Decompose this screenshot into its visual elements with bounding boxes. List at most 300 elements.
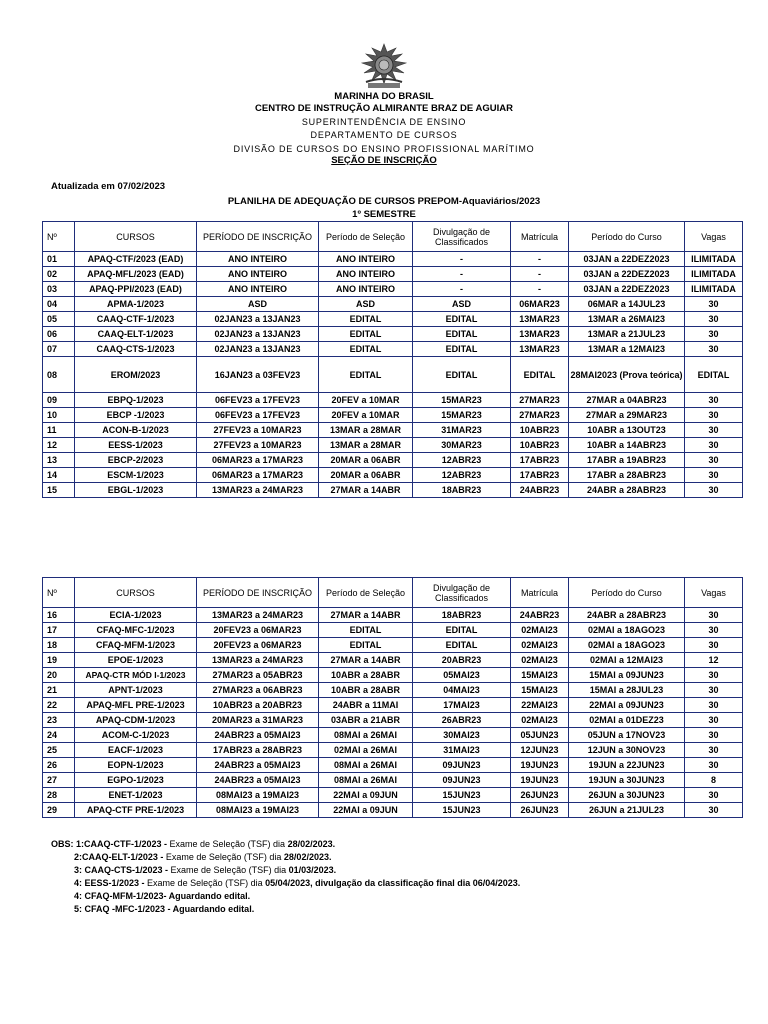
table-cell: 11 [43, 423, 75, 438]
table-cell: 30 [685, 683, 743, 698]
table-cell: - [511, 282, 569, 297]
column-header: Período do Curso [569, 222, 685, 252]
table-cell: 02MAI23 [511, 638, 569, 653]
table-cell: ANO INTEIRO [197, 252, 319, 267]
column-header: Vagas [685, 222, 743, 252]
table-cell: 24ABR23 [511, 608, 569, 623]
table-cell: 12ABR23 [413, 453, 511, 468]
table-cell: 05 [43, 312, 75, 327]
table-cell: 19JUN23 [511, 773, 569, 788]
column-header: CURSOS [75, 222, 197, 252]
table-cell: ANO INTEIRO [319, 282, 413, 297]
header-line-5: DIVISÃO DE CURSOS DO ENSINO PROFISSIONAL MARÍTIMO [233, 144, 535, 154]
table-cell: - [413, 282, 511, 297]
table-cell: EDITAL [413, 327, 511, 342]
table-cell: 10ABR a 28ABR [319, 668, 413, 683]
table-cell: 15JUN23 [413, 803, 511, 818]
table-row [43, 342, 743, 357]
table-cell: 30 [685, 393, 743, 408]
table-cell: 03JAN a 22DEZ2023 [569, 267, 685, 282]
table-cell: 15MAI a 09JUN23 [569, 668, 685, 683]
table-cell: 27FEV23 a 10MAR23 [197, 423, 319, 438]
column-header: Divulgação de Classificados [413, 222, 511, 252]
table-row [43, 393, 743, 408]
obs-date: 28/02/2023. [287, 839, 336, 849]
table-cell: 30 [685, 297, 743, 312]
table-cell: 20FEV23 a 06MAR23 [197, 623, 319, 638]
table-cell: 24ABR a 28ABR23 [569, 608, 685, 623]
table-cell: 16JAN23 a 03FEV23 [197, 357, 319, 393]
table-cell: ANO INTEIRO [197, 267, 319, 282]
table-cell: EDITAL [511, 357, 569, 393]
table-cell: ESCM-1/2023 [75, 468, 197, 483]
table-cell: EBPQ-1/2023 [75, 393, 197, 408]
table-row [43, 728, 743, 743]
table-cell: 09JUN23 [413, 773, 511, 788]
table-cell: CAAQ-ELT-1/2023 [75, 327, 197, 342]
table-cell: 30 [685, 623, 743, 638]
table-cell: 13MAR a 28MAR [319, 438, 413, 453]
table-row [43, 483, 743, 498]
table-cell: 13 [43, 453, 75, 468]
table-cell: 08MAI a 26MAI [319, 728, 413, 743]
table-header-row [43, 578, 743, 608]
column-header: Divulgação de Classificados [413, 578, 511, 608]
table-cell: EBGL-1/2023 [75, 483, 197, 498]
table-cell: 30 [685, 758, 743, 773]
table-row [43, 788, 743, 803]
table-cell: CAAQ-CTS-1/2023 [75, 342, 197, 357]
table-cell: 02MAI a 01DEZ23 [569, 713, 685, 728]
table-cell: 15JUN23 [413, 788, 511, 803]
table-cell: 26 [43, 758, 75, 773]
table-cell: 15MAR23 [413, 393, 511, 408]
table-cell: 25 [43, 743, 75, 758]
obs-text: Exame de Seleção (TSF) dia [168, 865, 289, 875]
table-cell: ASD [319, 297, 413, 312]
table-cell: 18ABR23 [413, 608, 511, 623]
table-cell: 13MAR23 [511, 342, 569, 357]
table-cell: 17MAI23 [413, 698, 511, 713]
table-cell: 08 [43, 357, 75, 393]
table-cell: 03JAN a 22DEZ2023 [569, 252, 685, 267]
table-cell: 18ABR23 [413, 483, 511, 498]
table-cell: ASD [413, 297, 511, 312]
table-cell: 19JUN a 22JUN23 [569, 758, 685, 773]
table-cell: 30 [685, 438, 743, 453]
table-cell: - [413, 267, 511, 282]
table-cell: 05MAI23 [413, 668, 511, 683]
table-row [43, 282, 743, 297]
table-cell: 09 [43, 393, 75, 408]
table-cell: 06MAR23 a 17MAR23 [197, 468, 319, 483]
table-cell: 20MAR a 06ABR [319, 453, 413, 468]
table-cell: 30MAI23 [413, 728, 511, 743]
table-cell: 31MAI23 [413, 743, 511, 758]
table-cell: 13MAR23 a 24MAR23 [197, 483, 319, 498]
table-cell: EDITAL [319, 623, 413, 638]
table-cell: 02MAI23 [511, 623, 569, 638]
table-cell: 10ABR a 14ABR23 [569, 438, 685, 453]
table-cell: 19 [43, 653, 75, 668]
obs-course: 3: CAAQ-CTS-1/2023 - [74, 865, 169, 875]
table-cell: 30 [685, 453, 743, 468]
table-cell: ECIA-1/2023 [75, 608, 197, 623]
table-cell: 15MAI23 [511, 683, 569, 698]
table-row [43, 312, 743, 327]
table-cell: 23 [43, 713, 75, 728]
table-cell: EBCP-2/2023 [75, 453, 197, 468]
table-cell: 20 [43, 668, 75, 683]
table-cell: EPOE-1/2023 [75, 653, 197, 668]
table-cell: ILIMITADA [685, 282, 743, 297]
header-line-6 [0, 155, 768, 167]
table-cell: 04 [43, 297, 75, 312]
table-row [43, 773, 743, 788]
column-header: Matrícula [511, 578, 569, 608]
table-cell: 30 [685, 728, 743, 743]
obs-line [51, 877, 520, 890]
table-cell: 03JAN a 22DEZ2023 [569, 282, 685, 297]
table-cell: 10ABR23 [511, 423, 569, 438]
table-cell: 02JAN23 a 13JAN23 [197, 327, 319, 342]
table-row [43, 453, 743, 468]
table-cell: 24ABR23 a 05MAI23 [197, 773, 319, 788]
table-cell: APAQ-CDM-1/2023 [75, 713, 197, 728]
table-cell: 10ABR23 a 20ABR23 [197, 698, 319, 713]
table-cell: - [511, 267, 569, 282]
courses-table-2 [42, 577, 743, 818]
table-row [43, 758, 743, 773]
table-cell: 02MAI a 26MAI [319, 743, 413, 758]
table-cell: 02MAI a 18AGO23 [569, 638, 685, 653]
column-header: Período de Seleção [319, 222, 413, 252]
table-cell: 06 [43, 327, 75, 342]
table-cell: ACOM-C-1/2023 [75, 728, 197, 743]
obs-date: 05/04/2023, divulgação da classificação final dia 06/04/2023. [265, 878, 521, 888]
obs-line [51, 838, 520, 851]
table-cell: 27 [43, 773, 75, 788]
table-cell: 20FEV23 a 06MAR23 [197, 638, 319, 653]
table-row [43, 683, 743, 698]
table-cell: 30MAR23 [413, 438, 511, 453]
table-cell: APAQ-MFL PRE-1/2023 [75, 698, 197, 713]
table-cell: EROM/2023 [75, 357, 197, 393]
table-cell: 12JUN23 [511, 743, 569, 758]
obs-date: 01/03/2023. [288, 865, 337, 875]
table-row [43, 438, 743, 453]
obs-line [51, 864, 520, 877]
table-cell: 08MAI a 26MAI [319, 773, 413, 788]
column-header: Vagas [685, 578, 743, 608]
table-cell: EGPO-1/2023 [75, 773, 197, 788]
table-cell: 20FEV a 10MAR [319, 393, 413, 408]
table-cell: 18 [43, 638, 75, 653]
column-header: Período do Curso [569, 578, 685, 608]
table-cell: 30 [685, 312, 743, 327]
table-cell: 13MAR23 a 24MAR23 [197, 608, 319, 623]
table-cell: 16 [43, 608, 75, 623]
table-cell: 30 [685, 327, 743, 342]
table-cell: 30 [685, 698, 743, 713]
table-cell: 31MAR23 [413, 423, 511, 438]
table-cell: EDITAL [413, 312, 511, 327]
table-cell: 08MAI23 a 19MAI23 [197, 803, 319, 818]
table-cell: ANO INTEIRO [197, 282, 319, 297]
table-cell: 15MAI23 [511, 668, 569, 683]
table-row [43, 668, 743, 683]
obs-course: 5: CFAQ -MFC-1/2023 - Aguardando edital. [74, 904, 255, 914]
obs-line [51, 890, 520, 903]
table-cell: 04MAI23 [413, 683, 511, 698]
brazil-coat-of-arms-icon [352, 42, 416, 90]
table-cell: EDITAL [319, 327, 413, 342]
obs-course: 2:CAAQ-ELT-1/2023 - [74, 852, 164, 862]
table-cell: 15MAR23 [413, 408, 511, 423]
table-row [43, 653, 743, 668]
table-cell: 10ABR a 28ABR [319, 683, 413, 698]
table-row [43, 608, 743, 623]
table-cell: EDITAL [413, 638, 511, 653]
table-cell: APNT-1/2023 [75, 683, 197, 698]
table-cell: 20FEV a 10MAR [319, 408, 413, 423]
table-cell: 08MAI a 26MAI [319, 758, 413, 773]
table-cell: ENET-1/2023 [75, 788, 197, 803]
column-header: PERÍODO DE INSCRIÇÃO [197, 578, 319, 608]
obs-text: Exame de Seleção (TSF) dia [167, 839, 288, 849]
table-cell: 02MAI23 [511, 713, 569, 728]
table-cell: 27MAR a 14ABR [319, 483, 413, 498]
table-cell: EACF-1/2023 [75, 743, 197, 758]
table-cell: 22MAI a 09JUN23 [569, 698, 685, 713]
table-cell: EDITAL [319, 342, 413, 357]
table-cell: 13MAR23 [511, 327, 569, 342]
table-cell: ASD [197, 297, 319, 312]
table-cell: 12ABR23 [413, 468, 511, 483]
table-row [43, 267, 743, 282]
table-cell: 28 [43, 788, 75, 803]
table-cell: APAQ-MFL/2023 (EAD) [75, 267, 197, 282]
table-cell: 24ABR23 a 05MAI23 [197, 728, 319, 743]
table-cell: 27FEV23 a 10MAR23 [197, 438, 319, 453]
table-cell: 06FEV23 a 17FEV23 [197, 408, 319, 423]
table-cell: 30 [685, 803, 743, 818]
semester-label: 1º SEMESTRE [352, 209, 416, 220]
table-header-row [43, 222, 743, 252]
table-cell: APAQ-CTR MÓD I-1/2023 [75, 668, 197, 683]
table-cell: 24ABR23 [511, 483, 569, 498]
updated-date: Atualizada em 07/02/2023 [51, 181, 166, 192]
table-cell: 27MAR23 a 06ABR23 [197, 683, 319, 698]
table-cell: 10ABR a 13OUT23 [569, 423, 685, 438]
table-cell: APAQ-PPI/2023 (EAD) [75, 282, 197, 297]
table-cell: 20MAR a 06ABR [319, 468, 413, 483]
table-cell: 30 [685, 342, 743, 357]
table-cell: 27MAR a 14ABR [319, 608, 413, 623]
table-cell: 13MAR a 26MAI23 [569, 312, 685, 327]
table-cell: 8 [685, 773, 743, 788]
table-cell: - [413, 252, 511, 267]
table-cell: 13MAR a 28MAR [319, 423, 413, 438]
table-cell: 12 [43, 438, 75, 453]
table-cell: 27MAR a 29MAR23 [569, 408, 685, 423]
table-cell: 13MAR23 a 24MAR23 [197, 653, 319, 668]
table-cell: 27MAR23 [511, 393, 569, 408]
table-cell: 19JUN23 [511, 758, 569, 773]
table-cell: 06MAR23 [511, 297, 569, 312]
table-row [43, 638, 743, 653]
table-cell: 30 [685, 788, 743, 803]
table-cell: 22MAI a 09JUN [319, 803, 413, 818]
table-row [43, 468, 743, 483]
table-cell: EDITAL [319, 357, 413, 393]
table-cell: 13MAR a 12MAI23 [569, 342, 685, 357]
table-cell: 22MAI23 [511, 698, 569, 713]
header-line-3: SUPERINTENDÊNCIA DE ENSINO [301, 117, 467, 127]
table-cell: 30 [685, 638, 743, 653]
obs-text: Exame de Seleção (TSF) dia [144, 878, 266, 888]
table-cell: 17ABR a 28ABR23 [569, 468, 685, 483]
table-cell: CFAQ-MFM-1/2023 [75, 638, 197, 653]
table-cell: 15 [43, 483, 75, 498]
table-cell: 02JAN23 a 13JAN23 [197, 312, 319, 327]
table-cell: 22MAI a 09JUN [319, 788, 413, 803]
column-header: Período de Seleção [319, 578, 413, 608]
table-cell: 20ABR23 [413, 653, 511, 668]
table-row [43, 743, 743, 758]
table-cell: 24ABR23 a 05MAI23 [197, 758, 319, 773]
table-cell: 26JUN23 [511, 788, 569, 803]
table-cell: EDITAL [413, 623, 511, 638]
table-cell: - [511, 252, 569, 267]
table-cell: 06MAR a 14JUL23 [569, 297, 685, 312]
table-cell: 27MAR a 14ABR [319, 653, 413, 668]
table-cell: 02MAI a 18AGO23 [569, 623, 685, 638]
obs-course: OBS: 1:CAAQ-CTF-1/2023 - [51, 839, 168, 849]
table-cell: EDITAL [319, 312, 413, 327]
table-cell: 22 [43, 698, 75, 713]
table-cell: 02MAI23 [511, 653, 569, 668]
header-line-1: MARINHA DO BRASIL [334, 91, 434, 102]
table-cell: 27MAR23 a 05ABR23 [197, 668, 319, 683]
table-cell: 24 [43, 728, 75, 743]
table-cell: 06MAR23 a 17MAR23 [197, 453, 319, 468]
table-cell: 14 [43, 468, 75, 483]
table-cell: EDITAL [413, 342, 511, 357]
table-cell: 30 [685, 468, 743, 483]
table-cell: 27MAR a 04ABR23 [569, 393, 685, 408]
table-cell: 03ABR a 21ABR [319, 713, 413, 728]
table-cell: 13MAR23 [511, 312, 569, 327]
column-header: CURSOS [75, 578, 197, 608]
table-cell: ANO INTEIRO [319, 252, 413, 267]
table-cell: 09JUN23 [413, 758, 511, 773]
table-cell: APAQ-CTF/2023 (EAD) [75, 252, 197, 267]
table-cell: 24ABR a 11MAI [319, 698, 413, 713]
courses-table-1 [42, 221, 743, 498]
table-cell: EESS-1/2023 [75, 438, 197, 453]
table-cell: 24ABR a 28ABR23 [569, 483, 685, 498]
table-cell: 30 [685, 713, 743, 728]
table-row [43, 803, 743, 818]
table-cell: 03 [43, 282, 75, 297]
table-cell: 05JUN23 [511, 728, 569, 743]
table-cell: 27MAR23 [511, 408, 569, 423]
table-cell: 26JUN23 [511, 803, 569, 818]
table-cell: 12 [685, 653, 743, 668]
obs-line [51, 903, 520, 916]
table-cell: 30 [685, 423, 743, 438]
table-cell: 30 [685, 608, 743, 623]
column-header: PERÍODO DE INSCRIÇÃO [197, 222, 319, 252]
table-cell: 01 [43, 252, 75, 267]
table-cell: 26JUN a 30JUN23 [569, 788, 685, 803]
table-cell: 26JUN a 21JUL23 [569, 803, 685, 818]
obs-course: 4: CFAQ-MFM-1/2023- Aguardando edital. [74, 891, 251, 901]
table-row [43, 408, 743, 423]
obs-course: 4: EESS-1/2023 - [74, 878, 145, 888]
table-cell: 08MAI23 a 19MAI23 [197, 788, 319, 803]
table-row [43, 623, 743, 638]
column-header: Nº [43, 222, 75, 252]
table-cell: 17ABR23 [511, 453, 569, 468]
table-cell: 02JAN23 a 13JAN23 [197, 342, 319, 357]
table-cell: 13MAR a 21JUL23 [569, 327, 685, 342]
table-cell: 19JUN a 30JUN23 [569, 773, 685, 788]
table-cell: 06FEV23 a 17FEV23 [197, 393, 319, 408]
table-cell: 10 [43, 408, 75, 423]
table-cell: 05JUN a 17NOV23 [569, 728, 685, 743]
table-cell: APAQ-CTF PRE-1/2023 [75, 803, 197, 818]
table-cell: EDITAL [319, 638, 413, 653]
table-cell: EOPN-1/2023 [75, 758, 197, 773]
table-row [43, 357, 743, 393]
header-line-2: CENTRO DE INSTRUÇÃO ALMIRANTE BRAZ DE AGUIAR [255, 103, 513, 114]
obs-text: Exame de Seleção (TSF) dia [163, 852, 284, 862]
table-cell: 12JUN a 30NOV23 [569, 743, 685, 758]
table-cell: 10ABR23 [511, 438, 569, 453]
header-line-4: DEPARTAMENTO DE CURSOS [310, 130, 458, 140]
table-cell: 30 [685, 483, 743, 498]
table-cell: 20MAR23 a 31MAR23 [197, 713, 319, 728]
table-cell: EDITAL [685, 357, 743, 393]
table-cell: 29 [43, 803, 75, 818]
table-cell: EDITAL [413, 357, 511, 393]
obs-line [51, 851, 520, 864]
table-cell: ACON-B-1/2023 [75, 423, 197, 438]
table-cell: 17ABR a 19ABR23 [569, 453, 685, 468]
table-cell: 30 [685, 668, 743, 683]
table-cell: 17ABR23 a 28ABR23 [197, 743, 319, 758]
table-row [43, 327, 743, 342]
table-cell: CFAQ-MFC-1/2023 [75, 623, 197, 638]
table-cell: 02 [43, 267, 75, 282]
table-cell: ILIMITADA [685, 267, 743, 282]
table-cell: ANO INTEIRO [319, 267, 413, 282]
table-cell: EBCP -1/2023 [75, 408, 197, 423]
plan-title: PLANILHA DE ADEQUAÇÃO DE CURSOS PREPOM-Aquaviários/2023 [227, 196, 541, 207]
table-cell: 30 [685, 408, 743, 423]
table-cell: 21 [43, 683, 75, 698]
table-row [43, 698, 743, 713]
table-cell: CAAQ-CTF-1/2023 [75, 312, 197, 327]
table-cell: 07 [43, 342, 75, 357]
table-row [43, 252, 743, 267]
table-row [43, 713, 743, 728]
column-header: Nº [43, 578, 75, 608]
column-header: Matrícula [511, 222, 569, 252]
table-row [43, 423, 743, 438]
